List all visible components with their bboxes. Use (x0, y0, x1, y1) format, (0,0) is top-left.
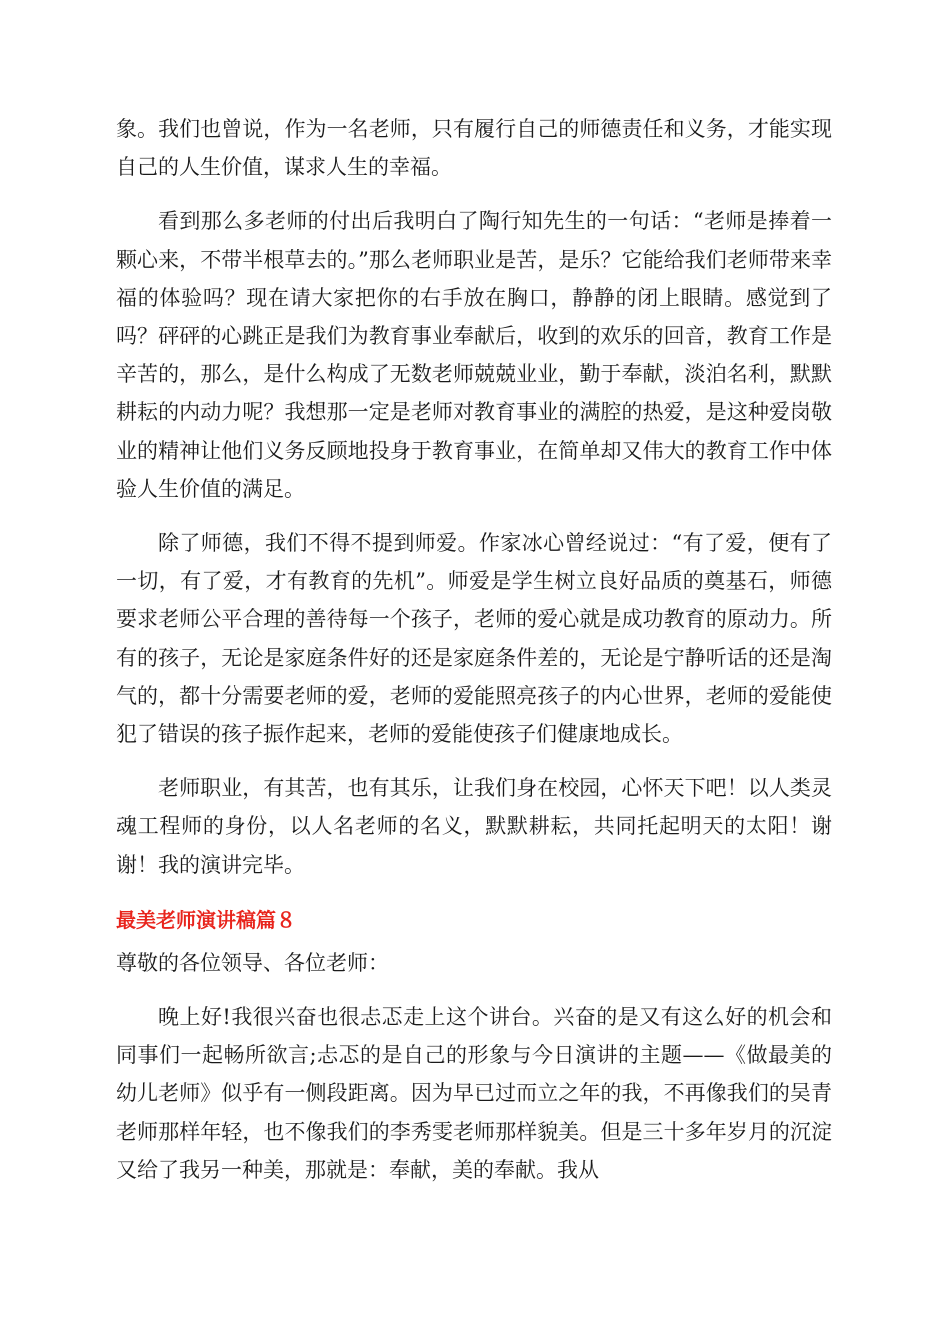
paragraph-teacher-love: 除了师德，我们不得不提到师爱。作家冰心曾经说过：“有了爱，便有了一切，有了爱，才有教育的先机”。师爱是学生树立良好品质的奠基石，师德要求老师公平合理的善待每一个孩子，老师的爱心就是成功教育的原动力。所有的孩子，无论是家庭条件好的还是家庭条件差的，无论是宁静听话的还是淘气的，都十分需要老师的爱，老师的爱能照亮孩子的内心世界，老师的爱能使犯了错误的孩子振作起来，老师的爱能使孩子们健康地成长。 (116, 531, 832, 747)
paragraph-gap (116, 982, 832, 998)
paragraph-closing: 老师职业，有其苦，也有其乐，让我们身在校园，心怀天下吧！以人类灵魂工程师的身份，以人名老师的名义，默默耕耘，共同托起明天的太阳！谢谢！我的演讲完毕。 (116, 776, 832, 877)
section-heading: 最美老师演讲稿篇８ (116, 907, 296, 932)
paragraph-gap (116, 753, 832, 769)
paragraph-gap (116, 884, 832, 900)
paragraph-gap (116, 186, 832, 202)
paragraph-tao-xingzhi: 看到那么多老师的付出后我明白了陶行知先生的一句话：“老师是捧着一颗心来，不带半根草去的。”那么老师职业是苦，是乐？它能给我们老师带来幸福的体验吗？现在请大家把你的右手放在胸口，静静的闭上眼睛。感觉到了吗？砰砰的心跳正是我们为教育事业奉献后，收到的欢乐的回音，教育工作是辛苦的，那么，是什么构成了无数老师兢兢业业，勤于奉献，淡泊名利，默默耕耘的内动力呢？我想那一定是老师对教育事业的满腔的热爱，是这种爱岗敬业的精神让他们义务反顾地投身于教育事业，在简单却又伟大的教育工作中体验人生价值的满足。 (116, 209, 832, 501)
paragraph-gap (116, 508, 832, 524)
paragraph-continuation: 象。我们也曾说，作为一名老师，只有履行自己的师德责任和义务，才能实现自己的人生价值，谋求人生的幸福。 (116, 117, 832, 180)
greeting-line: 尊敬的各位领导、各位老师： (116, 950, 389, 975)
paragraph-speech-opening: 晚上好!我很兴奋也很忐忑走上这个讲台。兴奋的是又有这么好的机会和同事们一起畅所欲言;忐忑的是自己的形象与今日演讲的主题——《做最美的幼儿老师》似乎有一侧段距离。因为早已过而立之年的我，不再像我们的吴青老师那样年轻，也不像我们的李秀雯老师那样貌美。但是三十多年岁月的沉淀又给了我另一种美，那就是：奉献，美的奉献。我从 (116, 1005, 832, 1182)
